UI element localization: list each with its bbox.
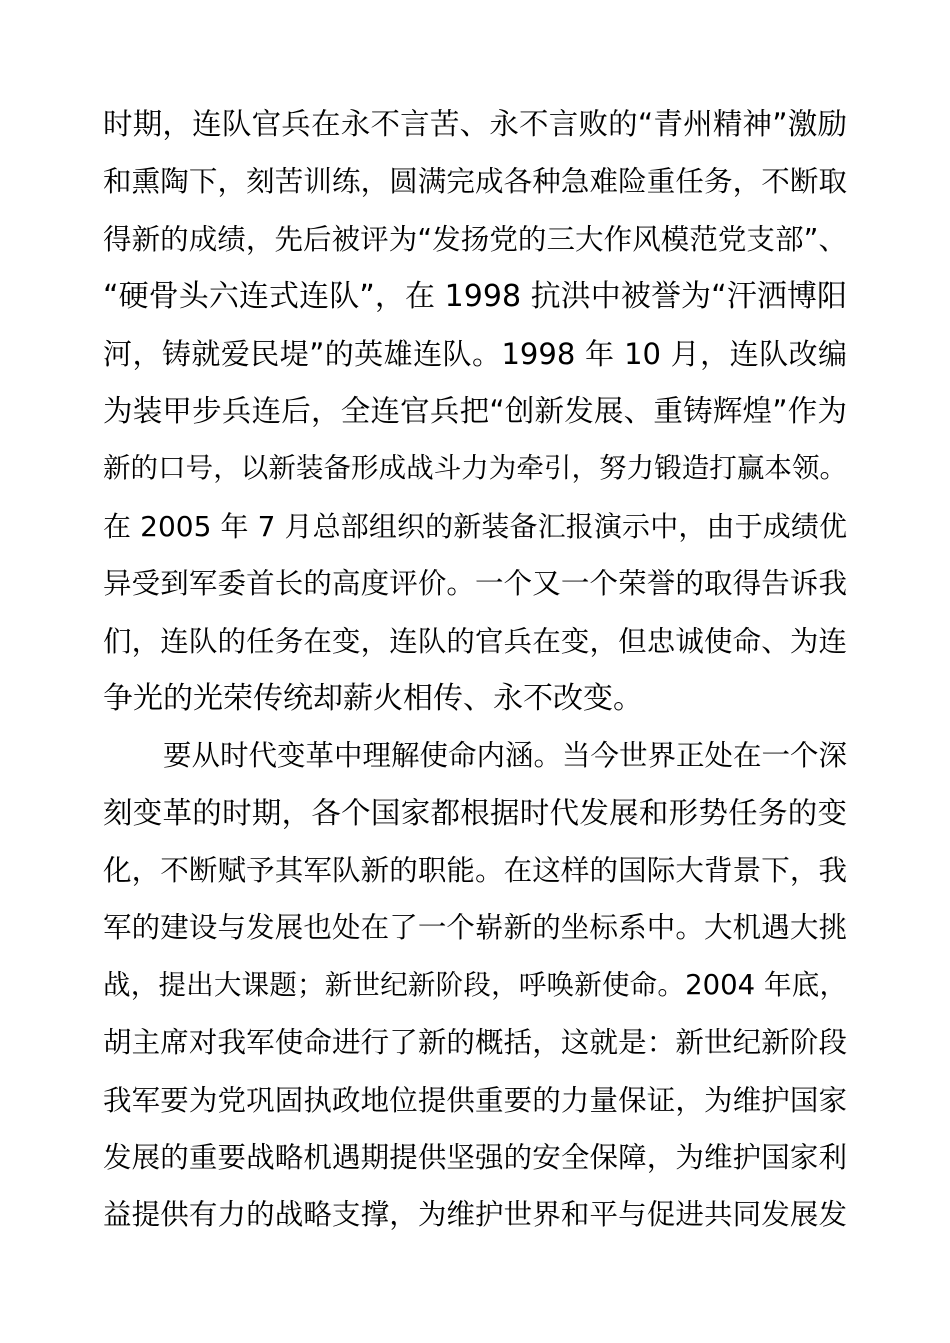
text-line: 要从时代变革中理解使命内涵。当今世界正处在一个深 [163,739,847,773]
text-line: 为装甲步兵连后，全连官兵把“创新发展、重铸辉煌”作为 [103,393,847,428]
text-line: 异受到军委首长的高度评价。一个又一个荣誉的取得告诉我 [103,567,847,601]
text-line: 发展的重要战略机遇期提供坚强的安全保障，为维护国家利 [103,1141,847,1175]
text-line: 胡主席对我军使命进行了新的概括，这就是：新世纪新阶段 [103,1026,847,1060]
document-body [103,96,847,1244]
paragraph-2 [103,727,847,1244]
text-line: 们，连队的任务在变，连队的官兵在变，但忠诚使命、为连 [103,624,847,658]
paragraph-1 [103,96,847,727]
text-line: 和熏陶下，刻苦训练，圆满完成各种急难险重任务，不断取 [103,165,847,199]
text-line: 刻变革的时期，各个国家都根据时代发展和形势任务的变 [103,795,847,830]
text-line: 化，不断赋予其军队新的职能。在这样的国际大背景下，我 [103,854,847,888]
text-line: 得新的成绩，先后被评为“发扬党的三大作风模范党支部”、 [103,222,847,256]
text-line: 军的建设与发展也处在了一个崭新的坐标系中。大机遇大挑 [103,911,847,945]
text-line: 战，提出大课题；新世纪新阶段，呼唤新使命。2004 年底， [103,968,847,1001]
text-line: “硬骨头六连式连队”，在 1998 抗洪中被誉为“汗洒博阳 [103,279,847,315]
text-line: 新的口号，以新装备形成战斗力为牵引，努力锻造打赢本领。 [103,452,847,485]
text-line: 在 2005 年 7 月总部组织的新装备汇报演示中，由于成绩优 [103,509,847,543]
text-line: 争光的光荣传统却薪火相传、永不改变。 [103,680,643,716]
text-line: 河，铸就爱民堤”的英雄连队。1998 年 10 月，连队改编 [103,336,847,371]
text-line: 我军要为党巩固执政地位提供重要的力量保证，为维护国家 [103,1083,847,1117]
text-line: 益提供有力的战略支撑，为维护世界和平与促进共同发展发 [103,1198,847,1232]
text-line: 时期，连队官兵在永不言苦、永不言败的“青州精神”激励 [103,107,847,141]
